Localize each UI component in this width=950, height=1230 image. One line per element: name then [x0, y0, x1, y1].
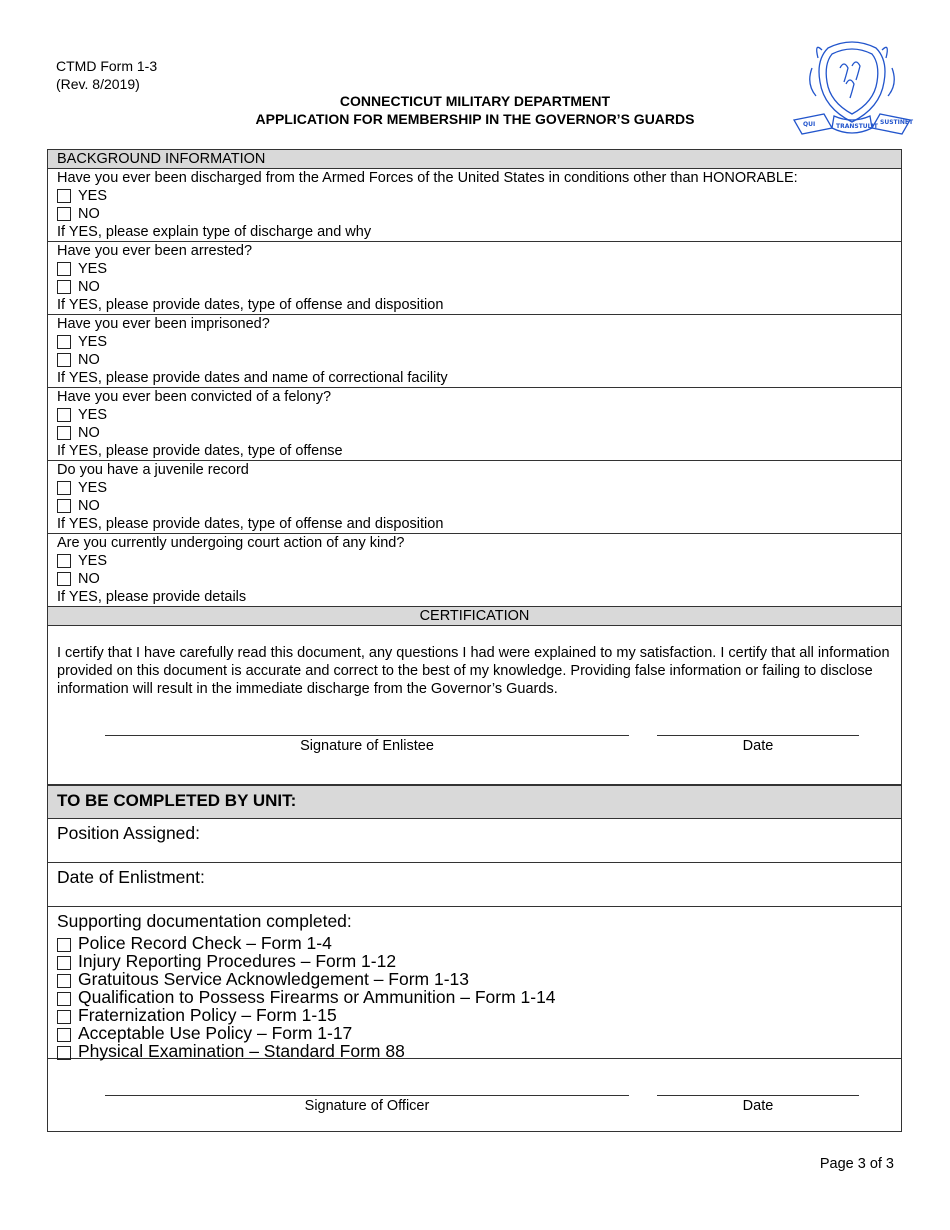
svg-text:QUI: QUI [803, 121, 816, 128]
form-identifier [56, 57, 157, 93]
unit-form-table [47, 785, 902, 1132]
doc-label: Fraternization Policy – Form 1-15 [78, 1005, 337, 1025]
no-checkbox[interactable] [57, 426, 71, 440]
question-row [48, 461, 902, 534]
page-number: Page 3 of 3 [819, 1156, 894, 1172]
question-text: Have you ever been arrested? [57, 243, 253, 259]
question-row [48, 534, 902, 607]
date-of-enlistment-field[interactable] [48, 863, 902, 907]
no-label: NO [78, 279, 100, 295]
enlistee-signature-line[interactable] [105, 735, 629, 736]
enlistee-signature-label: Signature of Enlistee [300, 738, 434, 754]
yes-checkbox[interactable] [57, 262, 71, 276]
background-form-table [47, 149, 902, 785]
followup-text: If YES, please provide dates, type of offense [57, 443, 343, 459]
certification-text: I certify that I have carefully read this document, any questions I had were explained to my satisfaction. I certify that all information provided on this document is accurate and correct to the best of my knowledge. Providing false information or failing to disclose information will result in the immediate discharge from the Governor’s Guards. [57, 645, 890, 697]
yes-checkbox[interactable] [57, 408, 71, 422]
yes-checkbox[interactable] [57, 481, 71, 495]
no-label: NO [78, 498, 100, 514]
yes-checkbox[interactable] [57, 335, 71, 349]
yes-label: YES [78, 407, 108, 423]
supporting-docs-label: Supporting documentation completed: [57, 911, 352, 931]
doc-label: Injury Reporting Procedures – Form 1-12 [78, 951, 397, 971]
form-number: CTMD Form 1-3 [56, 58, 158, 74]
question-text: Have you ever been convicted of a felony? [57, 389, 332, 405]
position-assigned-field[interactable] [48, 819, 902, 863]
certification-heading: CERTIFICATION [48, 607, 902, 626]
question-text: Are you currently undergoing court action of any kind? [57, 535, 405, 551]
yes-label: YES [78, 261, 108, 277]
doc-label: Police Record Check – Form 1-4 [78, 933, 332, 953]
unit-heading: TO BE COMPLETED BY UNIT: [48, 786, 902, 819]
background-heading: BACKGROUND INFORMATION [48, 150, 902, 169]
followup-text: If YES, please provide dates, type of offense and disposition [57, 297, 444, 313]
question-row [48, 242, 902, 315]
department-name: CONNECTICUT MILITARY DEPARTMENT [339, 93, 611, 109]
no-checkbox[interactable] [57, 280, 71, 294]
no-label: NO [78, 425, 100, 441]
enlistee-date-line[interactable] [657, 735, 859, 736]
yes-checkbox[interactable] [57, 554, 71, 568]
officer-date-line[interactable] [657, 1095, 859, 1096]
question-text: Have you ever been discharged from the Armed Forces of the United States in conditions other than HONORABLE: [57, 170, 798, 186]
doc-label: Physical Examination – Standard Form 88 [78, 1041, 405, 1061]
question-row [48, 388, 902, 461]
svg-text:TRANSTULIT: TRANSTULIT [836, 123, 878, 130]
enlistee-date-label: Date [742, 738, 774, 754]
no-label: NO [78, 571, 100, 587]
page-title: APPLICATION FOR MEMBERSHIP IN THE GOVERNOR’S GUARDS [255, 111, 695, 127]
enlistee-signature-row [57, 720, 892, 774]
yes-label: YES [78, 553, 108, 569]
yes-checkbox[interactable] [57, 189, 71, 203]
doc-label: Acceptable Use Policy – Form 1-17 [78, 1023, 353, 1043]
doc-label: Qualification to Possess Firearms or Ammunition – Form 1-14 [78, 987, 556, 1007]
svg-text:SUSTINET: SUSTINET [880, 119, 914, 126]
no-checkbox[interactable] [57, 207, 71, 221]
followup-text: If YES, please provide dates and name of correctional facility [57, 370, 448, 386]
followup-text: If YES, please provide details [57, 589, 247, 605]
question-row [48, 169, 902, 242]
question-text: Do you have a juvenile record [57, 462, 249, 478]
question-row [48, 315, 902, 388]
officer-signature-label: Signature of Officer [304, 1098, 430, 1114]
yes-label: YES [78, 480, 108, 496]
no-label: NO [78, 206, 100, 222]
date-of-enlistment-label: Date of Enlistment: [57, 867, 205, 887]
followup-text: If YES, please explain type of discharge and why [57, 224, 372, 240]
no-checkbox[interactable] [57, 572, 71, 586]
yes-label: YES [78, 188, 108, 204]
question-text: Have you ever been imprisoned? [57, 316, 270, 332]
position-assigned-label: Position Assigned: [57, 823, 201, 843]
no-label: NO [78, 352, 100, 368]
officer-signature-line[interactable] [105, 1095, 629, 1096]
form-revision: (Rev. 8/2019) [56, 76, 140, 92]
no-checkbox[interactable] [57, 499, 71, 513]
no-checkbox[interactable] [57, 353, 71, 367]
followup-text: If YES, please provide dates, type of offense and disposition [57, 516, 444, 532]
officer-date-label: Date [742, 1098, 774, 1114]
doc-label: Gratuitous Service Acknowledgement – Form 1-13 [78, 969, 470, 989]
officer-signature-row [48, 1059, 902, 1132]
yes-label: YES [78, 334, 108, 350]
state-seal-logo [788, 38, 916, 146]
